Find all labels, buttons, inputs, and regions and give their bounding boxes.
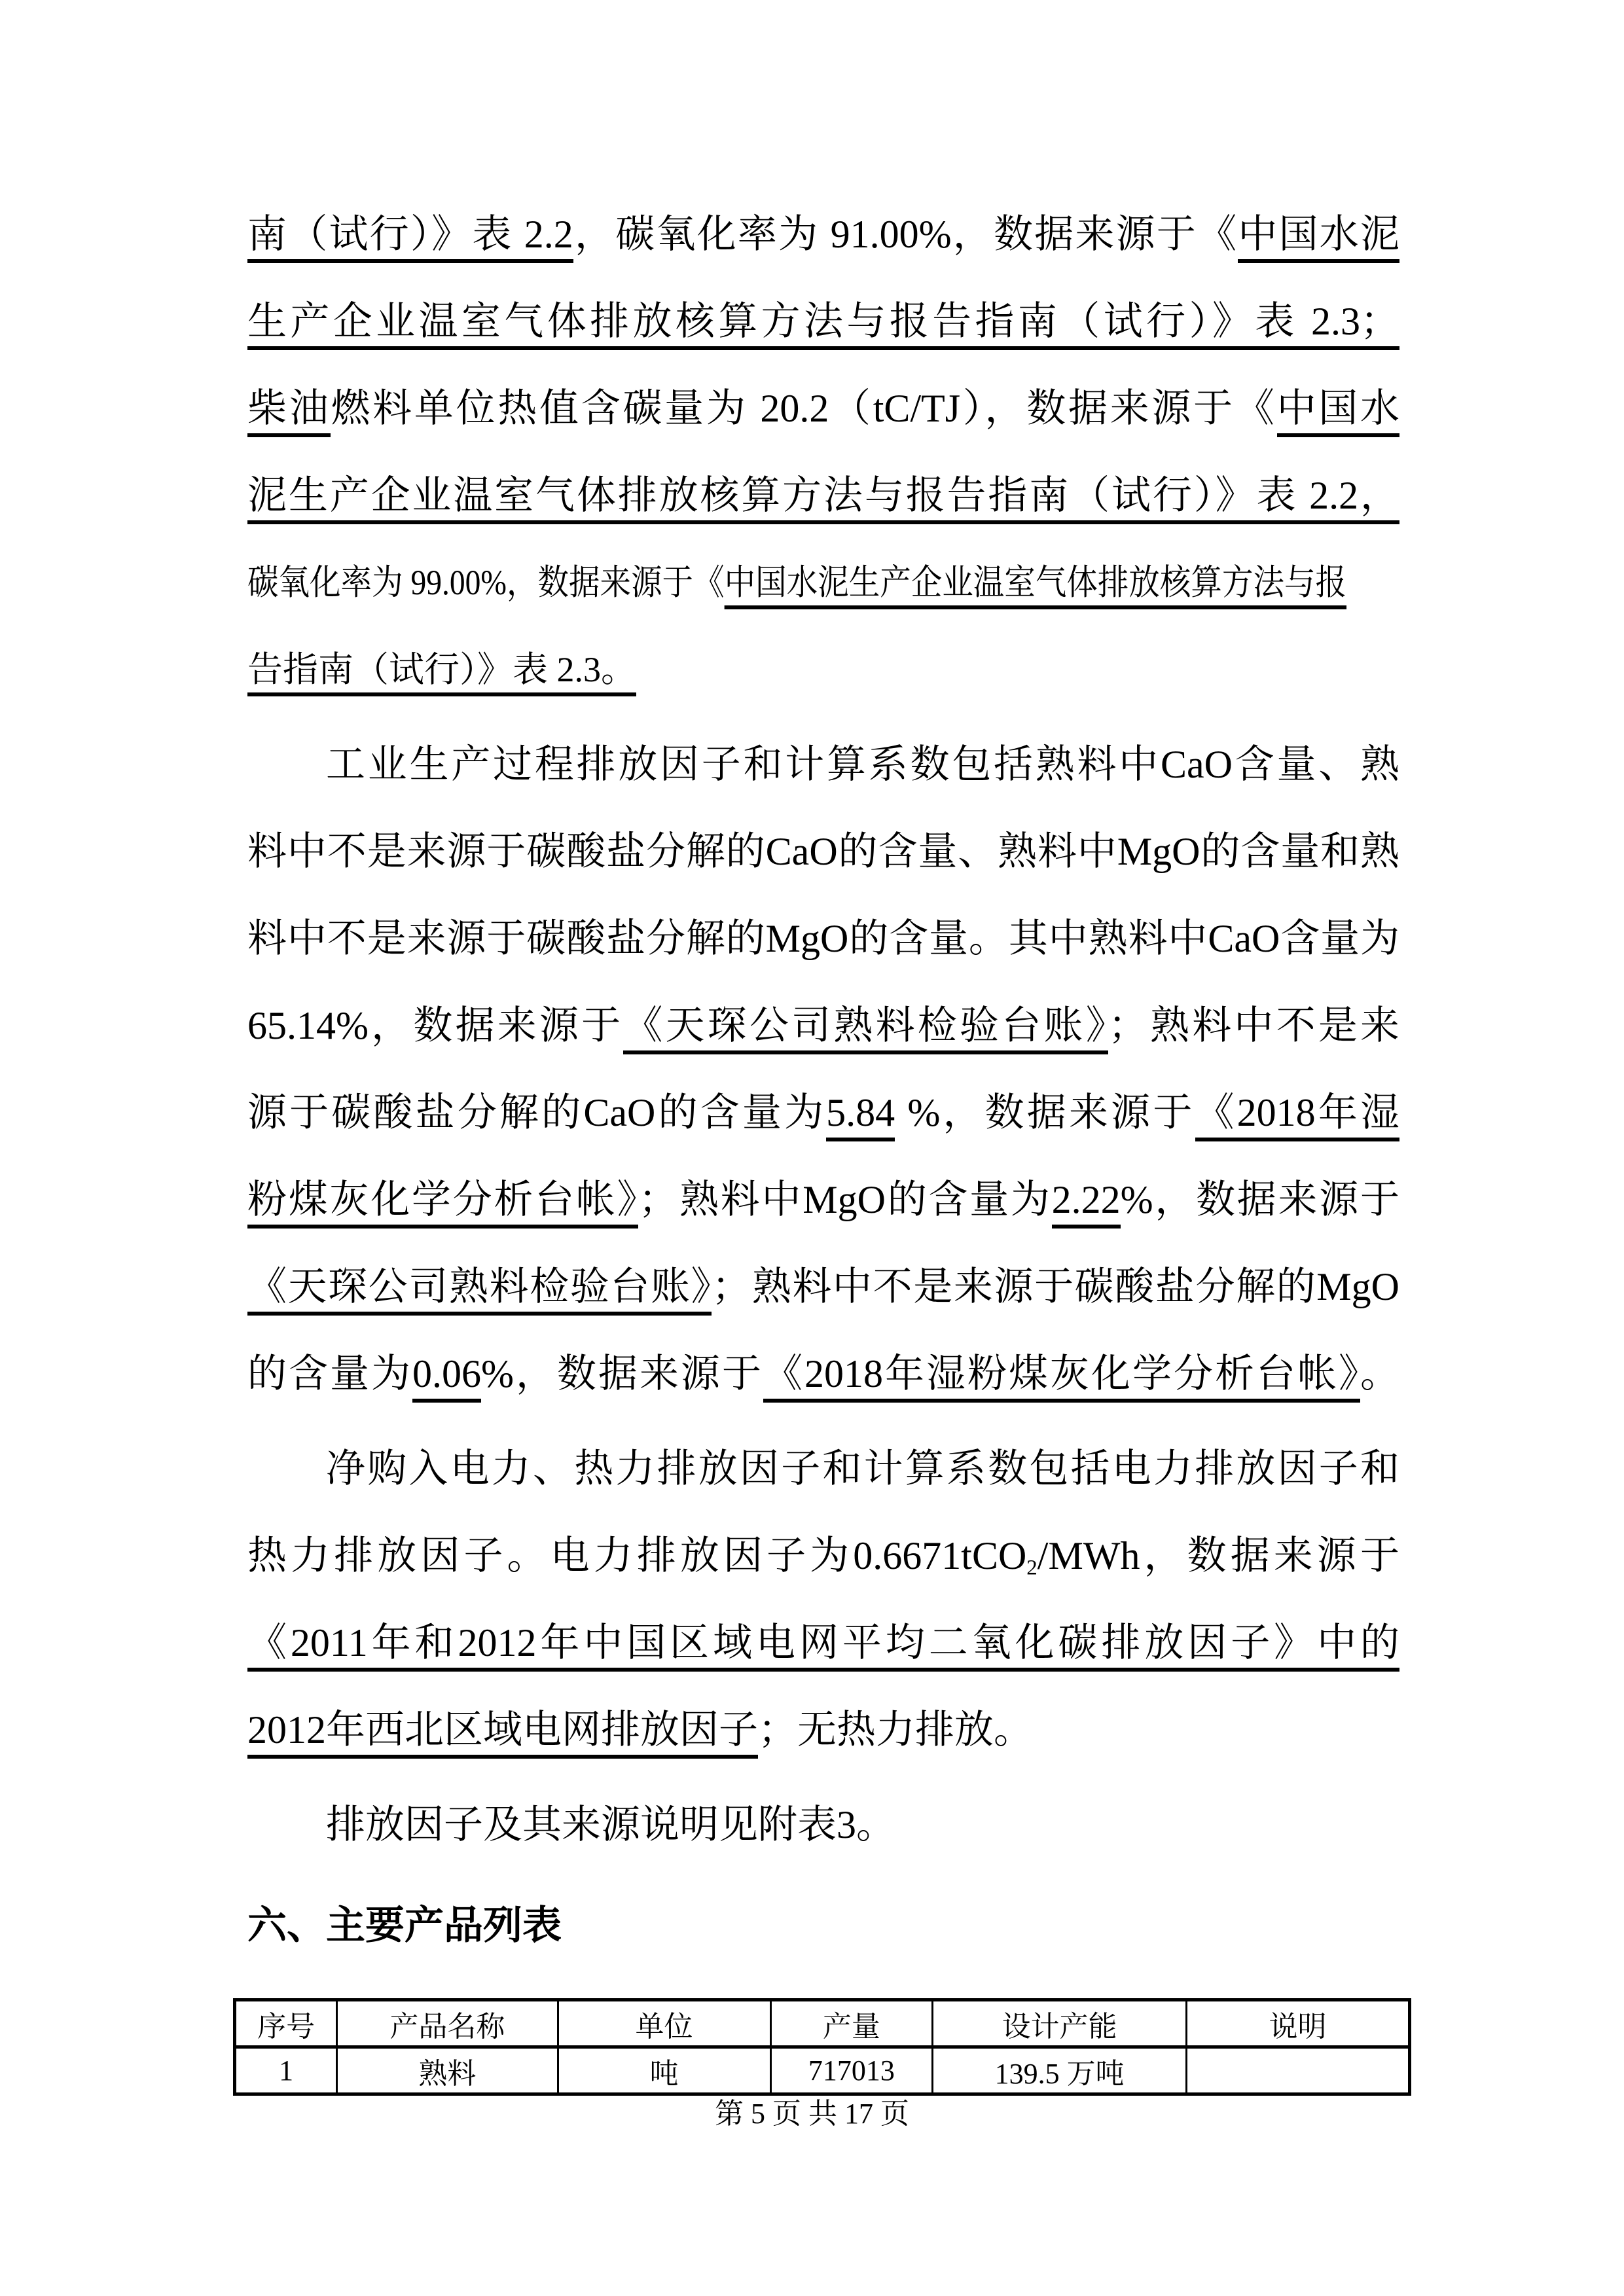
text-line [247,1244,1399,1331]
header-cell-index: 序号 [235,2000,337,2047]
paragraph [247,721,1399,1418]
underlined-text: 《天琛公司熟料检验台账》 [623,1004,1108,1054]
underlined-text: 表 2.2 [472,213,573,263]
underlined-text: 2.22 [1052,1178,1121,1229]
underlined-text: 5.84 [826,1091,895,1141]
text-line [247,808,1399,895]
text-line [247,1600,1399,1687]
table-header-row [235,2000,1410,2047]
text-segment: %，数据来源于 [895,1091,1195,1134]
text-segment: 。 [1360,1352,1400,1395]
underlined-text: 《2018年湿粉煤灰化学分析台帐》 [763,1352,1360,1403]
page-number: 第 5 页 共 17 页 [715,2098,909,2130]
condensed-text-wrapper [247,539,1346,626]
text-line [247,452,1399,539]
text-segment: %，数据来源于 [481,1352,763,1395]
text-segment: 排放因子及其来源说明见附表3。 [326,1803,895,1846]
underlined-text: 柴油 [247,387,331,437]
text-segment: 碳氧化率为 99.00%，数据来源于《 [247,563,725,602]
paragraph [247,191,1399,713]
underlined-text: 2012年西北区域电网排放因子 [247,1708,758,1759]
body-text [247,191,1399,1869]
cell-note [1186,2047,1409,2094]
text-line [247,1331,1399,1418]
table-row [235,2047,1410,2094]
underlined-text: 中国水 [1277,387,1399,437]
text-segment: ；无热力排放。 [758,1708,1033,1751]
text-line [247,1687,1399,1774]
header-cell-note: 说明 [1186,2000,1409,2047]
cell-output: 717013 [770,2047,933,2094]
subscript-text: 2 [1026,1556,1038,1580]
section-heading: 六、主要产品列表 [247,1903,562,1947]
underlined-text: 中国水泥生产企业温室气体排放核算方法与报 [725,563,1346,609]
paragraph [247,1782,1399,1869]
text-line [247,191,1399,278]
text-line [247,278,1399,365]
underlined-text: 《2011年和2012年中国区域电网平均二氧化碳排放因子》中的 [247,1621,1399,1672]
text-segment: 65.14%，数据来源于 [247,1004,624,1047]
header-cell-product: 产品名称 [337,2000,558,2047]
text-line [247,1069,1399,1157]
document-body [247,191,1399,1969]
paragraph [247,1426,1399,1774]
text-segment: ；熟料中不是来 [1108,1004,1400,1047]
text-segment: 热力排放因子。电力排放因子为0.6671tCO [247,1534,1027,1577]
text-line [247,982,1399,1069]
underlined-text: 表 2.3。 [513,650,636,696]
text-line [247,539,1399,626]
underlined-text: 0.06 [412,1352,481,1403]
underlined-text: 粉煤灰化学分析台帐》 [247,1178,638,1229]
text-segment: 料中不是来源于碳酸盐分解的CaO的含量、熟料中MgO的含量和熟 [247,830,1399,873]
header-cell-unit: 单位 [558,2000,770,2047]
text-segment: 工业生产过程排放因子和计算系数包括熟料中CaO含量、熟 [326,743,1399,786]
text-segment: ；熟料中MgO的含量为 [638,1178,1052,1221]
text-segment: 的含量为 [247,1352,413,1395]
text-line [247,1782,1399,1869]
underlined-text: 表 2.2， [1256,474,1399,524]
header-cell-output: 产量 [770,2000,933,2047]
text-segment: ；熟料中不是来源于碳酸盐分解的MgO [712,1265,1399,1308]
cell-capacity: 139.5 万吨 [933,2047,1187,2094]
cell-product: 熟料 [337,2047,558,2094]
header-cell-capacity: 设计产能 [933,2000,1187,2047]
text-segment: 燃料单位热值含碳量为 20.2（tC/TJ），数据来源于《 [331,387,1277,430]
underlined-text: 南（试行）》 [247,213,472,263]
cell-unit: 吨 [558,2047,770,2094]
text-line [247,626,1399,713]
underlined-text: 中国水泥 [1238,213,1399,263]
text-line [247,1513,1399,1600]
text-line [247,895,1399,982]
text-segment: 净购入电力、热力排放因子和计算系数包括电力排放因子和 [326,1447,1399,1490]
underlined-text: 《天琛公司熟料检验台账》 [247,1265,712,1316]
underlined-text: 表 2.3； [1255,300,1399,350]
products-table [233,1998,1411,2096]
cell-index: 1 [235,2047,337,2094]
text-segment: /MWh，数据来源于 [1037,1534,1399,1577]
text-line [247,1157,1399,1244]
underlined-text: 泥生产企业温室气体排放核算方法与报告指南（试行）》 [247,474,1256,524]
text-segment: 源于碳酸盐分解的CaO的含量为 [247,1091,827,1134]
underlined-text: 告指南（试行）》 [247,650,513,696]
text-segment: 料中不是来源于碳酸盐分解的MgO的含量。其中熟料中CaO含量为 [247,917,1399,960]
text-line [247,721,1399,808]
text-line [247,1426,1399,1513]
text-segment: ，碳氧化率为 91.00%，数据来源于《 [573,213,1238,256]
underlined-text: 生产企业温室气体排放核算方法与报告指南（试行）》 [247,300,1255,350]
text-line [247,365,1399,452]
text-segment: %，数据来源于 [1120,1178,1400,1221]
underlined-text: 《2018年湿 [1195,1091,1400,1141]
